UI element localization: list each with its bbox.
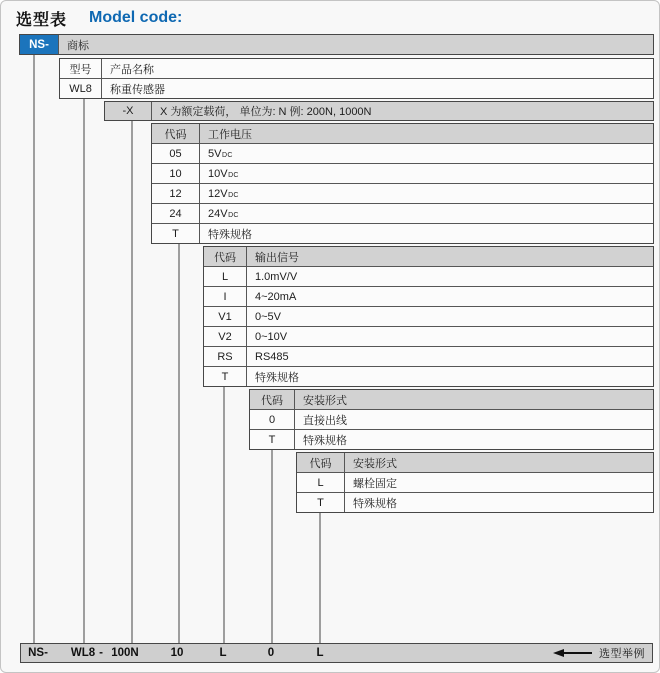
example-pointer bbox=[553, 644, 645, 662]
output-signal-row bbox=[204, 267, 653, 287]
section-title-en: Model code: bbox=[89, 9, 183, 26]
working-voltage-code-cell: 24 bbox=[152, 204, 200, 223]
working-voltage-row bbox=[152, 144, 653, 164]
model-code-diagram bbox=[1, 1, 660, 673]
working-voltage-row bbox=[152, 204, 653, 224]
working-voltage-code-cell: 10 bbox=[152, 164, 200, 183]
mounting-1-code-cell: T bbox=[250, 430, 295, 449]
connector-line-2 bbox=[83, 99, 85, 643]
working-voltage-code-cell: 05 bbox=[152, 144, 200, 163]
output-signal-code-cell: L bbox=[204, 267, 247, 286]
left-arrow-icon bbox=[553, 649, 564, 657]
output-signal-desc-cell bbox=[247, 267, 653, 286]
brand-code-cell: NS- bbox=[20, 35, 59, 54]
mounting-2-header-row bbox=[297, 453, 653, 473]
rated-load-code-cell: -X bbox=[105, 102, 152, 120]
unit-subscript: DC bbox=[228, 171, 239, 179]
working-voltage-row bbox=[152, 184, 653, 204]
output-signal-row bbox=[204, 367, 653, 386]
output-signal-desc-cell bbox=[247, 247, 653, 266]
working-voltage-code-cell: 12 bbox=[152, 184, 200, 203]
desc-text: 安装形式 bbox=[353, 457, 397, 470]
working-voltage-desc-cell bbox=[200, 224, 653, 243]
mounting-2-table bbox=[296, 452, 654, 513]
unit-subscript: DC bbox=[228, 191, 239, 199]
connector-line-4 bbox=[178, 244, 180, 643]
mounting-2-row bbox=[297, 473, 653, 493]
mounting-1-table bbox=[249, 389, 654, 450]
desc-text: 1.0mV/V bbox=[255, 270, 298, 283]
desc-text: 0~5V bbox=[255, 310, 281, 323]
mounting-1-code-cell: 代码 bbox=[250, 390, 295, 409]
connector-line-6 bbox=[271, 450, 273, 643]
working-voltage-row bbox=[152, 164, 653, 184]
desc-text: 螺栓固定 bbox=[353, 477, 397, 490]
desc-text: 工作电压 bbox=[208, 128, 252, 141]
desc-text: 12V bbox=[208, 187, 228, 200]
mounting-2-desc-cell bbox=[345, 453, 653, 472]
rated-load-desc-cell bbox=[152, 102, 653, 120]
output-signal-code-cell: V1 bbox=[204, 307, 247, 326]
output-signal-desc-cell bbox=[247, 327, 653, 346]
unit-subscript: DC bbox=[228, 211, 239, 219]
example-segment-5: 10 bbox=[170, 647, 184, 659]
output-signal-code-cell: RS bbox=[204, 347, 247, 366]
working-voltage-desc-cell bbox=[200, 204, 653, 223]
model-header-row bbox=[60, 59, 653, 79]
output-signal-desc-cell bbox=[247, 347, 653, 366]
desc-text: 5V bbox=[208, 147, 222, 160]
connector-line-7 bbox=[319, 513, 321, 643]
model-row bbox=[60, 79, 653, 98]
example-segment-4: 100N bbox=[111, 647, 139, 659]
working-voltage-table bbox=[151, 123, 654, 244]
example-segment-1: NS- bbox=[28, 647, 48, 659]
mounting-1-desc-cell bbox=[295, 390, 653, 409]
desc-text: 安装形式 bbox=[303, 394, 347, 407]
model-code-cell: 型号 bbox=[60, 59, 102, 78]
mounting-2-row bbox=[297, 493, 653, 512]
model-desc-cell bbox=[102, 59, 653, 78]
desc-text: 称重传感器 bbox=[110, 83, 165, 96]
example-segment-6: L bbox=[219, 647, 227, 659]
working-voltage-code-cell: T bbox=[152, 224, 200, 243]
desc-text: 特殊规格 bbox=[255, 371, 299, 384]
desc-text: RS485 bbox=[255, 350, 289, 363]
output-signal-desc-cell bbox=[247, 367, 653, 386]
model-desc-cell bbox=[102, 79, 653, 98]
unit-subscript: DC bbox=[221, 151, 233, 159]
mounting-1-desc-cell bbox=[295, 410, 653, 429]
example-label: 选型举例 bbox=[599, 648, 645, 660]
mounting-2-code-cell: 代码 bbox=[297, 453, 345, 472]
model-code-cell: WL8 bbox=[60, 79, 102, 98]
desc-text: 特殊规格 bbox=[208, 228, 252, 241]
desc-text: 10V bbox=[208, 167, 228, 180]
example-segment-8: L bbox=[316, 647, 324, 659]
output-signal-desc-cell bbox=[247, 287, 653, 306]
working-voltage-desc-cell bbox=[200, 144, 653, 163]
desc-text: 商标 bbox=[67, 39, 89, 52]
brand-desc-cell bbox=[59, 35, 653, 54]
working-voltage-desc-cell bbox=[200, 184, 653, 203]
output-signal-code-cell: V2 bbox=[204, 327, 247, 346]
working-voltage-code-cell: 代码 bbox=[152, 124, 200, 143]
connector-line-5 bbox=[223, 387, 225, 643]
desc-text: 0~10V bbox=[255, 330, 288, 343]
output-signal-desc-cell bbox=[247, 307, 653, 326]
output-signal-header-row bbox=[204, 247, 653, 267]
mounting-1-header-row bbox=[250, 390, 653, 410]
desc-text: 特殊规格 bbox=[353, 497, 397, 510]
output-signal-row bbox=[204, 327, 653, 347]
connector-line-3 bbox=[131, 121, 133, 643]
desc-text: X 为额定载荷， 单位为: N 例: 200N, 1000N bbox=[160, 106, 372, 118]
example-segment-7: 0 bbox=[267, 647, 275, 659]
working-voltage-header-row bbox=[152, 124, 653, 144]
working-voltage-desc-cell bbox=[200, 124, 653, 143]
mounting-2-desc-cell bbox=[345, 493, 653, 512]
rated-load-table bbox=[104, 101, 654, 121]
model-table bbox=[59, 58, 654, 99]
mounting-2-code-cell: T bbox=[297, 493, 345, 512]
mounting-2-code-cell: L bbox=[297, 473, 345, 492]
working-voltage-desc-cell bbox=[200, 164, 653, 183]
mounting-1-row bbox=[250, 430, 653, 449]
mounting-1-desc-cell bbox=[295, 430, 653, 449]
output-signal-row bbox=[204, 347, 653, 367]
section-title-zh: 选型表 bbox=[16, 11, 68, 29]
arrow-line bbox=[564, 652, 592, 654]
example-segment-2: WL8 bbox=[70, 647, 96, 659]
desc-text: 直接出线 bbox=[303, 414, 347, 427]
connector-line-1 bbox=[33, 55, 35, 643]
output-signal-code-cell: I bbox=[204, 287, 247, 306]
output-signal-row bbox=[204, 287, 653, 307]
output-signal-row bbox=[204, 307, 653, 327]
desc-text: 4~20mA bbox=[255, 290, 297, 303]
rated-load-row bbox=[105, 102, 653, 120]
mounting-1-code-cell: 0 bbox=[250, 410, 295, 429]
output-signal-code-cell: T bbox=[204, 367, 247, 386]
example-segment-3: - bbox=[99, 647, 103, 659]
mounting-2-desc-cell bbox=[345, 473, 653, 492]
desc-text: 产品名称 bbox=[110, 63, 154, 76]
output-signal-table bbox=[203, 246, 654, 387]
brand-row bbox=[20, 35, 653, 54]
desc-text: 输出信号 bbox=[255, 251, 299, 264]
brand-table bbox=[19, 34, 654, 55]
output-signal-code-cell: 代码 bbox=[204, 247, 247, 266]
working-voltage-row bbox=[152, 224, 653, 243]
example-bar bbox=[20, 643, 653, 663]
desc-text: 24V bbox=[208, 207, 228, 220]
mounting-1-row bbox=[250, 410, 653, 430]
desc-text: 特殊规格 bbox=[303, 434, 347, 447]
